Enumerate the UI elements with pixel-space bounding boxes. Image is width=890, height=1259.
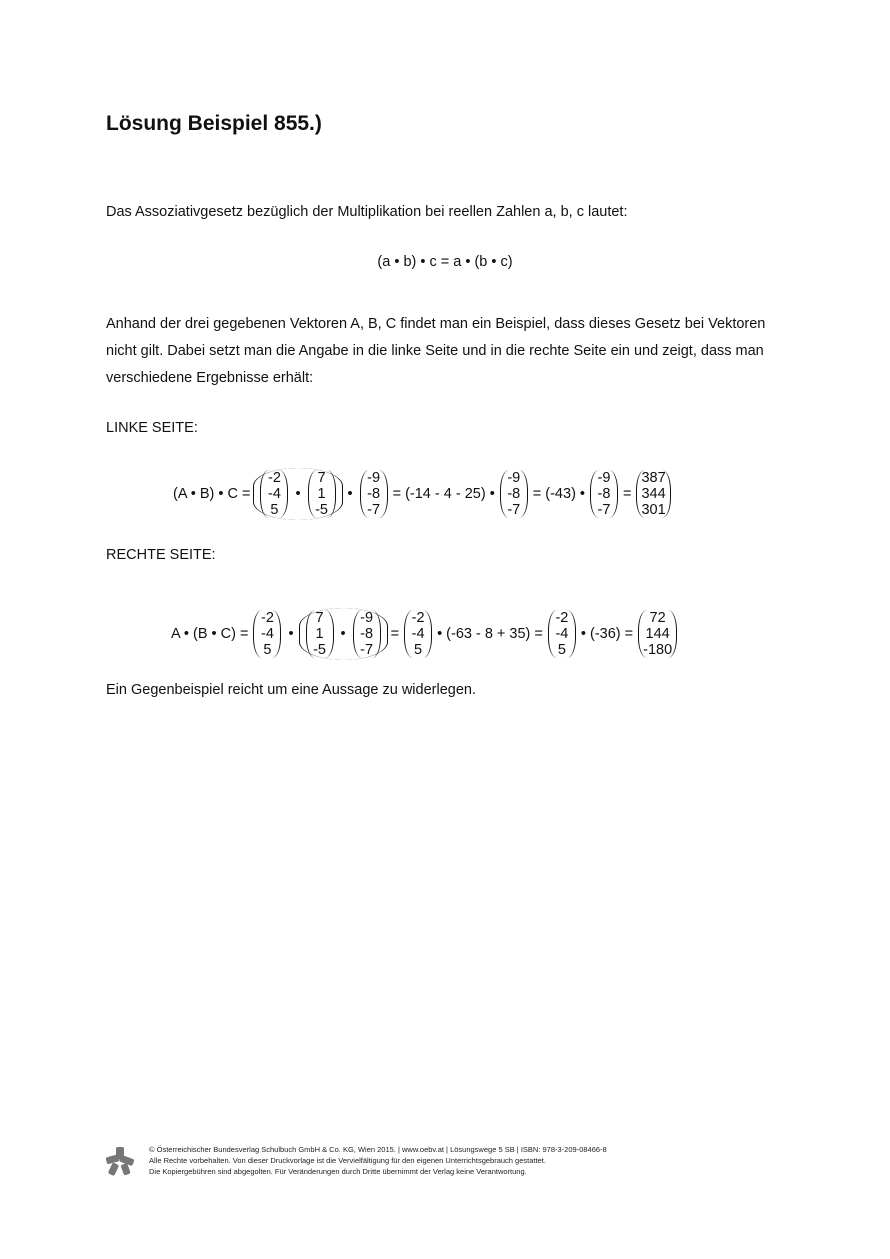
vector-c: -9 -8 -7: [353, 610, 381, 658]
dot-operator: •: [295, 486, 301, 502]
right-result-vector: 72 144 -180: [638, 610, 677, 658]
dot-operator: •: [340, 626, 346, 642]
right-scalar-expression: • (-63 - 8 + 35) =: [437, 626, 543, 642]
right-lhs: A • (B • C) =: [171, 626, 249, 642]
explanation-text: Anhand der drei gegebenen Vektoren A, B, C findet man ein Beispiel, dass dieses Gesetz bei Vektoren nicht gilt. Dabei setzt man die Angabe in die linke Seite und in die rechte Seite ein und zeigt, dass man verschiedene Ergebnisse erhält:: [106, 316, 766, 386]
vector-c: -9 -8 -7: [500, 470, 528, 518]
dot-operator: •: [347, 486, 353, 502]
right-side-equation: [168, 608, 679, 660]
associative-law: (a • b) • c = a • (b • c): [377, 254, 513, 270]
left-scalar-result: = (-43) •: [532, 486, 585, 502]
inner-product-paren: [253, 468, 342, 520]
intro-text: Das Assoziativgesetz bezüglich der Multiplikation bei reellen Zahlen a, b, c lautet:: [106, 204, 628, 220]
vector-a: -2 -4 5: [404, 610, 432, 658]
dot-operator: •: [288, 626, 294, 642]
left-scalar-expression: = (-14 - 4 - 25) •: [392, 486, 495, 502]
vector-c: -9 -8 -7: [590, 470, 618, 518]
footer-text: [149, 1144, 607, 1177]
right-scalar-result: • (-36) =: [580, 626, 634, 642]
vector-b: 7 1 -5: [308, 470, 336, 518]
footer: [105, 1144, 607, 1177]
right-side-heading: RECHTE SEITE:: [106, 547, 216, 563]
vector-a: -2 -4 5: [548, 610, 576, 658]
footer-line: Alle Rechte vorbehalten. Von dieser Druckvorlage ist die Vervielfältigung für den eigenen Unterrichtsgebrauch gestattet.: [149, 1156, 546, 1165]
page-title: Lösung Beispiel 855.): [106, 112, 322, 135]
footer-line: Die Kopiergebühren sind abgegolten. Für Veränderungen durch Dritte übernimmt der Verlag keine Verantwortung.: [149, 1167, 527, 1176]
vector-a: -2 -4 5: [260, 470, 288, 518]
footer-line: © Österreichischer Bundesverlag Schulbuch GmbH & Co. KG, Wien 2015. | www.oebv.at | Lösungswege 5 SB | ISBN: 978-3-209-08466-8: [149, 1145, 607, 1154]
equals-sign: =: [390, 626, 400, 642]
conclusion-text: Ein Gegenbeispiel reicht um eine Aussage zu widerlegen.: [106, 682, 476, 698]
inner-product-paren: [299, 608, 388, 660]
publisher-logo-icon: [105, 1146, 135, 1176]
left-side-equation: [170, 468, 673, 520]
left-side-heading: LINKE SEITE:: [106, 420, 198, 436]
left-lhs: (A • B) • C =: [173, 486, 251, 502]
equals-sign: =: [623, 486, 632, 502]
left-result-vector: 387 344 301: [636, 470, 670, 518]
vector-c: -9 -8 -7: [360, 470, 388, 518]
vector-a: -2 -4 5: [253, 610, 281, 658]
vector-b: 7 1 -5: [306, 610, 334, 658]
